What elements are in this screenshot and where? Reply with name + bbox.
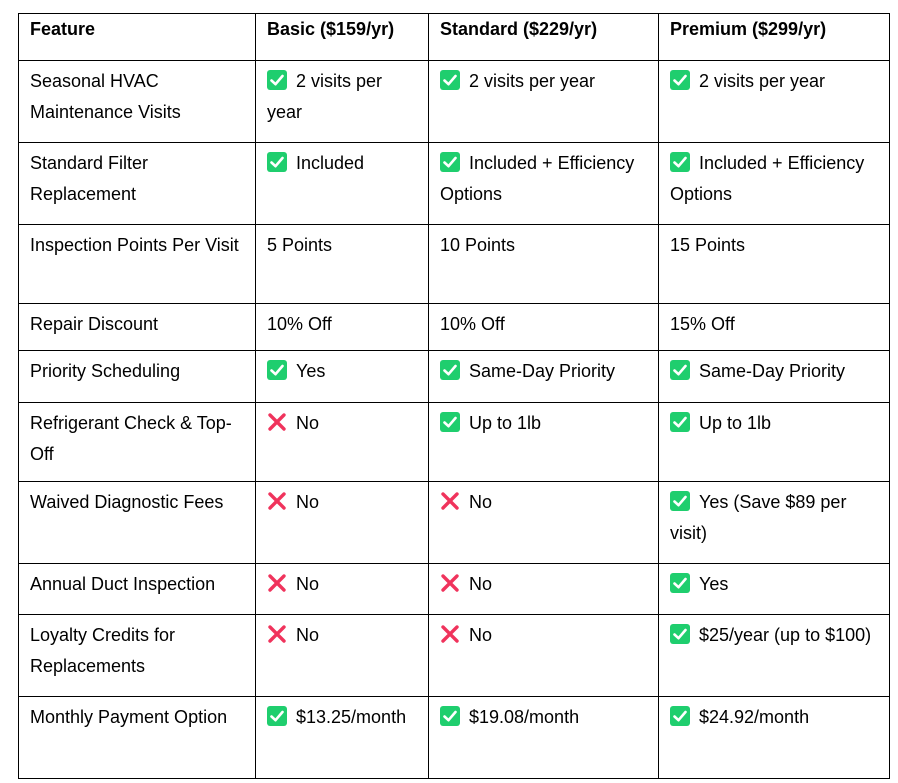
cell-text: No	[469, 574, 493, 594]
checkmark-icon	[267, 152, 287, 172]
feature-cell: Refrigerant Check & Top-Off	[19, 403, 256, 482]
checkmark-icon	[440, 152, 460, 172]
basic-cell	[256, 304, 429, 351]
cell-text: 10% Off	[440, 314, 505, 334]
standard-cell	[429, 61, 659, 143]
checkmark-icon	[440, 70, 460, 90]
cell-text: 15 Points	[670, 235, 746, 255]
basic-cell	[256, 225, 429, 304]
premium-cell	[659, 615, 890, 697]
table-row	[19, 225, 890, 304]
basic-cell	[256, 143, 429, 225]
standard-cell	[429, 225, 659, 304]
checkmark-icon	[440, 706, 460, 726]
cell-text: $13.25/month	[296, 707, 407, 727]
cross-icon	[440, 491, 460, 511]
feature-cell: Seasonal HVAC Maintenance Visits	[19, 61, 256, 143]
standard-cell	[429, 615, 659, 697]
feature-cell: Waived Diagnostic Fees	[19, 482, 256, 564]
premium-cell	[659, 697, 890, 779]
checkmark-icon	[670, 412, 690, 432]
cell-text: 2 visits per year	[469, 71, 596, 91]
standard-cell	[429, 304, 659, 351]
cell-text: No	[296, 413, 320, 433]
cross-icon	[267, 624, 287, 644]
checkmark-icon	[670, 573, 690, 593]
cross-icon	[440, 573, 460, 593]
checkmark-icon	[670, 624, 690, 644]
cell-text: Up to 1lb	[699, 413, 772, 433]
cross-icon	[267, 491, 287, 511]
feature-cell: Monthly Payment Option	[19, 697, 256, 779]
table-row	[19, 143, 890, 225]
cell-text: Yes (Save $89 per visit)	[670, 492, 847, 543]
checkmark-icon	[267, 70, 287, 90]
header-premium: Premium ($299/yr)	[659, 14, 890, 61]
cell-text: $24.92/month	[699, 707, 810, 727]
standard-cell	[429, 482, 659, 564]
basic-cell	[256, 615, 429, 697]
checkmark-icon	[670, 706, 690, 726]
feature-cell: Standard Filter Replacement	[19, 143, 256, 225]
basic-cell	[256, 564, 429, 615]
basic-cell	[256, 351, 429, 403]
basic-cell	[256, 61, 429, 143]
feature-cell: Inspection Points Per Visit	[19, 225, 256, 304]
basic-cell	[256, 697, 429, 779]
checkmark-icon	[267, 706, 287, 726]
premium-cell	[659, 143, 890, 225]
cell-text: No	[469, 492, 493, 512]
header-row	[19, 14, 890, 61]
cell-text: 15% Off	[670, 314, 735, 334]
cell-text: No	[296, 574, 320, 594]
standard-cell	[429, 351, 659, 403]
table-row	[19, 304, 890, 351]
checkmark-icon	[670, 491, 690, 511]
checkmark-icon	[670, 70, 690, 90]
cell-text: Yes	[296, 361, 326, 381]
table-row	[19, 482, 890, 564]
cell-text: 2 visits per year	[267, 71, 383, 122]
cell-text: 10 Points	[440, 235, 516, 255]
cell-text: 2 visits per year	[699, 71, 826, 91]
checkmark-icon	[440, 360, 460, 380]
cell-text: 5 Points	[267, 235, 333, 255]
cross-icon	[440, 624, 460, 644]
cell-text: $25/year (up to $100)	[699, 625, 872, 645]
header-basic: Basic ($159/yr)	[256, 14, 429, 61]
plan-comparison-table	[18, 13, 890, 779]
premium-cell	[659, 564, 890, 615]
standard-cell	[429, 564, 659, 615]
table-row	[19, 564, 890, 615]
standard-cell	[429, 403, 659, 482]
cell-text: Same-Day Priority	[469, 361, 616, 381]
table-row	[19, 615, 890, 697]
premium-cell	[659, 482, 890, 564]
cell-text: Yes	[699, 574, 729, 594]
premium-cell	[659, 403, 890, 482]
table-row	[19, 61, 890, 143]
cell-text: No	[469, 625, 493, 645]
standard-cell	[429, 143, 659, 225]
feature-cell: Priority Scheduling	[19, 351, 256, 403]
basic-cell	[256, 482, 429, 564]
cross-icon	[267, 573, 287, 593]
header-feature: Feature	[19, 14, 256, 61]
feature-cell: Annual Duct Inspection	[19, 564, 256, 615]
table-row	[19, 351, 890, 403]
premium-cell	[659, 351, 890, 403]
checkmark-icon	[267, 360, 287, 380]
cell-text: Included	[296, 153, 365, 173]
premium-cell	[659, 304, 890, 351]
feature-cell: Repair Discount	[19, 304, 256, 351]
premium-cell	[659, 61, 890, 143]
header-standard: Standard ($229/yr)	[429, 14, 659, 61]
table-row	[19, 403, 890, 482]
cell-text: 10% Off	[267, 314, 332, 334]
checkmark-icon	[670, 360, 690, 380]
premium-cell	[659, 225, 890, 304]
basic-cell	[256, 403, 429, 482]
cell-text: No	[296, 625, 320, 645]
cell-text: Same-Day Priority	[699, 361, 846, 381]
checkmark-icon	[440, 412, 460, 432]
standard-cell	[429, 697, 659, 779]
checkmark-icon	[670, 152, 690, 172]
cell-text: Included + Efficiency Options	[440, 153, 635, 204]
cell-text: $19.08/month	[469, 707, 580, 727]
cell-text: No	[296, 492, 320, 512]
feature-cell: Loyalty Credits for Replacements	[19, 615, 256, 697]
cell-text: Up to 1lb	[469, 413, 542, 433]
table-row	[19, 697, 890, 779]
cross-icon	[267, 412, 287, 432]
cell-text: Included + Efficiency Options	[670, 153, 865, 204]
